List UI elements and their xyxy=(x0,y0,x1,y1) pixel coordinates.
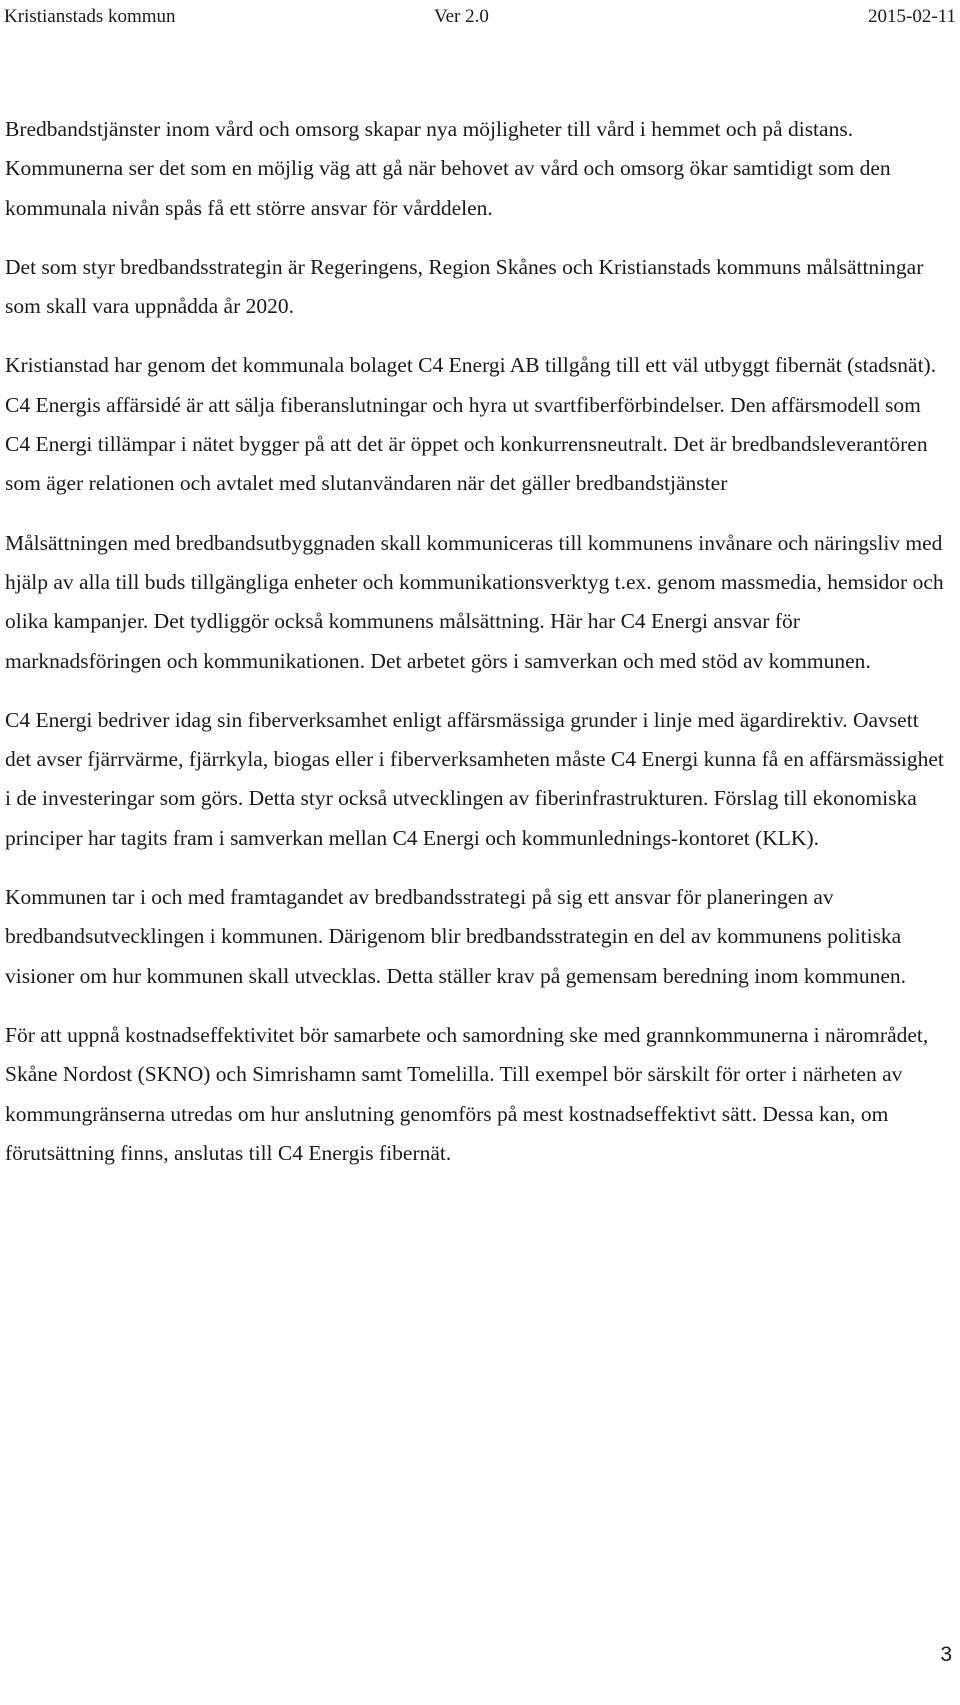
paragraph-strategy-goals: Det som styr bredbandsstrategin är Regeringens, Region Skånes och Kristianstads kommuns målsättningar som skall vara uppnådda år 2020. xyxy=(5,254,924,319)
header-version: Ver 2.0 xyxy=(434,6,489,27)
paragraph-business-principles: C4 Energi bedriver idag sin fiberverksamhet enligt affärsmässiga grunder i linje med ägardirektiv. Oavsett det avser fjärrvärme, fjärrkyla, biogas eller i fiberverksamheten måste C4 Energi kunna få en affärsmässighet i de investeringar som görs. Detta styr också utvecklingen av fiberinfrastrukturen. Förslag till ekonomiska principer har tagits fram i samverkan mellan C4 Energi och kommunlednings-kontoret (KLK). xyxy=(5,707,944,850)
document-body xyxy=(5,110,950,1193)
paragraph-cooperation: För att uppnå kostnadseffektivitet bör samarbete och samordning ske med grannkommunerna i närområdet, Skåne Nordost (SKNO) och Simrishamn samt Tomelilla. Till exempel bör särskilt för orter i närheten av kommungränserna utredas om hur anslutning genomförs på mest kostnadseffektivt sätt. Dessa kan, om förutsättning finns, anslutas till C4 Energis fibernät. xyxy=(5,1022,929,1165)
paragraph-municipal-planning: Kommunen tar i och med framtagandet av bredbandsstrategi på sig ett ansvar för planeringen av bredbandsutvecklingen i kommunen. Därigenom blir bredbandsstrategin en del av kommunens politiska visioner om hur kommunen skall utvecklas. Detta ställer krav på gemensam beredning inom kommunen. xyxy=(5,885,906,988)
header-date: 2015-02-11 xyxy=(868,6,956,27)
page-header xyxy=(0,0,960,34)
paragraph-c4-network: Kristianstad har genom det kommunala bolaget C4 Energi AB tillgång till ett väl utbyggt fibernät (stadsnät). C4 Energis affärsidé är att sälja fiberanslutningar och hyra ut svartfiberförbindelser. Den affärsmodell som C4 Energi tillämpar i nätet bygger på att det är öppet och konkurrensneutralt. Det är bredbandsleverantören som äger relationen och avtalet med slutanvändaren när det gäller bredbandstjänster xyxy=(5,353,937,496)
paragraph-communication: Målsättningen med bredbandsutbyggnaden skall kommuniceras till kommunens invånare och näringsliv med hjälp av alla till buds tillgängliga enheter och kommunikationsverktyg t.ex. genom massmedia, hemsidor och olika kampanjer. Det tydliggör också kommunens målsättning. Här har C4 Energi ansvar för marknadsföringen och kommunikationen. Det arbetet görs i samverkan och med stöd av kommunen. xyxy=(5,530,944,673)
paragraph-care-services: Bredbandstjänster inom vård och omsorg skapar nya möjligheter till vård i hemmet och på distans. Kommunerna ser det som en möjlig väg att gå när behovet av vård och omsorg ökar samtidigt som den kommunala nivån spås få ett större ansvar för vårddelen. xyxy=(5,117,891,220)
page-number: 3 xyxy=(940,1643,952,1666)
header-organization: Kristianstads kommun xyxy=(4,6,176,27)
